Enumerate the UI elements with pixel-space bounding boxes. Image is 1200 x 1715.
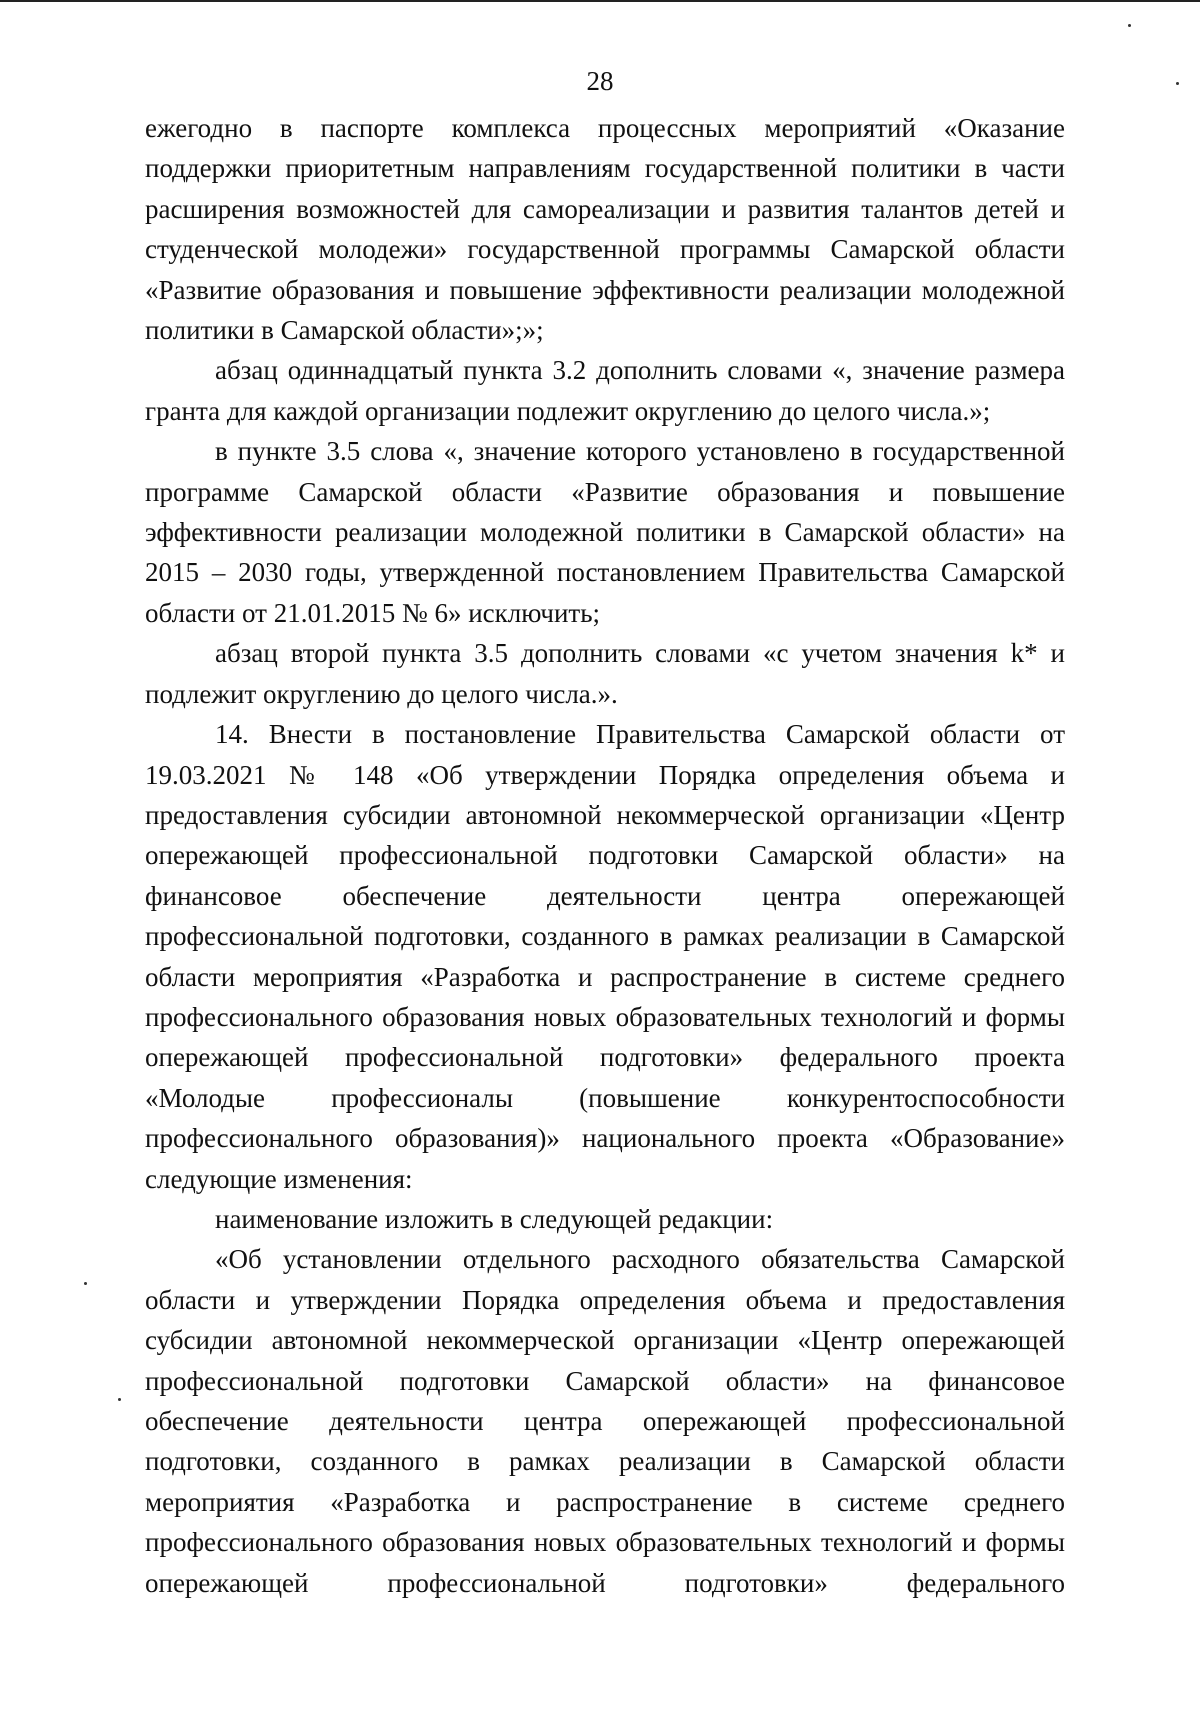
paragraph-amendment-3-2: абзац одиннадцатый пункта 3.2 дополнить словами «, значение размера гранта для каждой организации подлежит округлению до целого числа.»; <box>145 355 1065 426</box>
paragraph-title-change: наименование изложить в следующей редакции: <box>215 1203 774 1234</box>
scan-speck <box>118 1398 121 1401</box>
paragraph-item-14: 14. Внести в постановление Правительства Самарской области от 19.03.2021 № 148 «Об утверждении Порядка определения объема и предоставления субсидии автономной некоммерческой организации «Центр опережающей профессиональной подготовки Самарской области» на финансовое обеспечение деятельности центра опережающей профессиональной подготовки, созданного в рамках реализации в Самарской области мероприятия «Разработка и распространение в системе среднего профессионального образования новых образовательных технологий и формы опережающей профессиональной подготовки» федерального проекта «Молодые профессионалы (повышение конкурентоспособности профессионального образования)» национального проекта «Образование» следующие изменения: <box>145 719 1065 1194</box>
paragraph-amendment-3-5-words: в пункте 3.5 слова «, значение которого установлено в государственной программе Самарской области «Развитие образования и повышение эффективности реализации молодежной политики в Самарской области» на 2015 – 2030 годы, утвержденной постановлением Правительства Самарской области от 21.01.2015 № 6» исключить; <box>145 436 1065 628</box>
paragraph-amendment-3-5-second: абзац второй пункта 3.5 дополнить словами «с учетом значения k* и подлежит округлению до целого числа.». <box>145 638 1065 709</box>
paragraph-continuation: ежегодно в паспорте комплекса процессных мероприятий «Оказание поддержки приоритетным направлениям государственной политики в части расширения возможностей для самореализации и развития талантов детей и студенческой молодежи» государственной программы Самарской области «Развитие образования и повышение эффективности реализации молодежной политики в Самарской области»;»; <box>145 113 1065 346</box>
scan-speck <box>1128 24 1131 27</box>
top-edge-line <box>0 0 1200 2</box>
scan-speck <box>1176 82 1179 85</box>
scan-speck <box>84 1282 87 1285</box>
paragraph-new-title: «Об установлении отдельного расходного обязательства Самарской области и утверждении Порядка определения объема и предоставления субсидии автономной некоммерческой организации «Центр опережающей профессиональной подготовки Самарской области» на финансовое обеспечение деятельности центра опережающей профессиональной подготовки, созданного в рамках реализации в Самарской области мероприятия «Разработка и распространение в системе среднего профессионального образования новых образовательных технологий и формы опережающей профессиональной подготовки» федерального <box>145 1244 1065 1598</box>
page-number: 28 <box>586 66 614 96</box>
document-body <box>145 108 1065 1603</box>
